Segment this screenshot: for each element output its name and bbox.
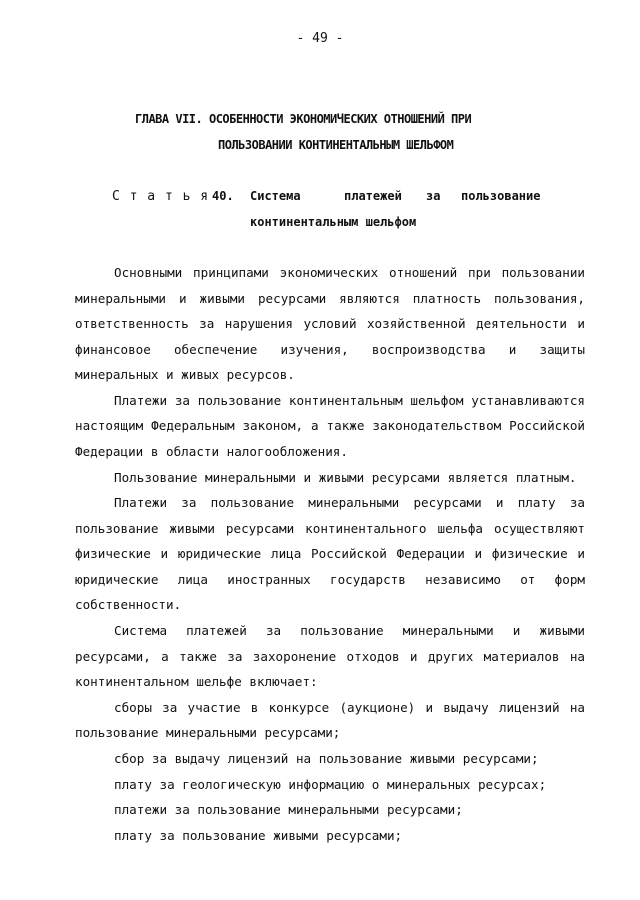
article-title-word-1: Система	[250, 189, 301, 203]
paragraph-1-line-1: Основными принципами экономических отношений при пользовании	[114, 265, 585, 280]
article-title-line-2: континентальным шельфом	[250, 215, 417, 229]
paragraph-3-line-1: Пользование минеральными и живыми ресурсами является платным.	[114, 470, 577, 485]
list-item-5: плату за пользование живыми ресурсами;	[114, 828, 403, 843]
paragraph-2-line-2: настоящим Федеральным законом, а также законодательством Российской	[75, 418, 585, 433]
paragraph-1-line-5: минеральных и живых ресурсов.	[75, 367, 295, 382]
paragraph-1-line-3: ответственность за нарушения условий хозяйственной деятельности и	[75, 316, 585, 331]
paragraph-4-line-3: физические и юридические лица Российской Федерации и физические и	[75, 546, 585, 561]
article-title-word-3: за	[426, 189, 441, 203]
paragraph-5-line-3: континентальном шельфе включает:	[75, 674, 318, 689]
list-item-1-line-2: пользование минеральными ресурсами;	[75, 725, 341, 740]
paragraph-1-line-4: финансовое обеспечение изучения, воспроизводства и защиты	[75, 342, 585, 357]
paragraph-4-line-1: Платежи за пользование минеральными ресурсами и плату за	[114, 495, 585, 510]
paragraph-4-line-5: собственности.	[75, 597, 182, 612]
article-title-word-4: пользование	[461, 189, 541, 203]
paragraph-2-line-3: Федерации в области налогообложения.	[75, 444, 348, 459]
article-title-word-2: платежей	[344, 189, 402, 203]
paragraph-5-line-2: ресурсами, а также за захоронение отходов и других материалов на	[75, 649, 585, 664]
paragraph-4-line-2: пользование живыми ресурсами континентального шельфа осуществляют	[75, 521, 585, 536]
list-item-2: сбор за выдачу лицензий на пользование живыми ресурсами;	[114, 751, 539, 766]
paragraph-1-line-2: минеральными и живыми ресурсами являются платность пользования,	[75, 291, 585, 306]
list-item-3: плату за геологическую информацию о минеральных ресурсах;	[114, 777, 547, 792]
paragraph-5-line-1: Система платежей за пользование минеральными и живыми	[114, 623, 585, 638]
chapter-title-line-2: ПОЛЬЗОВАНИИ КОНТИНЕНТАЛЬНЫМ ШЕЛЬФОМ	[218, 138, 454, 152]
article-label: С т а т ь я	[112, 189, 210, 204]
page-number: - 49 -	[296, 31, 344, 46]
chapter-title-line-1: ГЛАВА VII. ОСОБЕННОСТИ ЭКОНОМИЧЕСКИХ ОТНОШЕНИЙ ПРИ	[135, 112, 472, 126]
list-item-1-line-1: сборы за участие в конкурсе (аукционе) и выдачу лицензий на	[114, 700, 585, 715]
list-item-4: платежи за пользование минеральными ресурсами;	[114, 802, 463, 817]
article-number: 40.	[212, 189, 234, 203]
paragraph-4-line-4: юридические лица иностранных государств независимо от форм	[75, 572, 585, 587]
paragraph-2-line-1: Платежи за пользование континентальным шельфом устанавливаются	[114, 393, 585, 408]
